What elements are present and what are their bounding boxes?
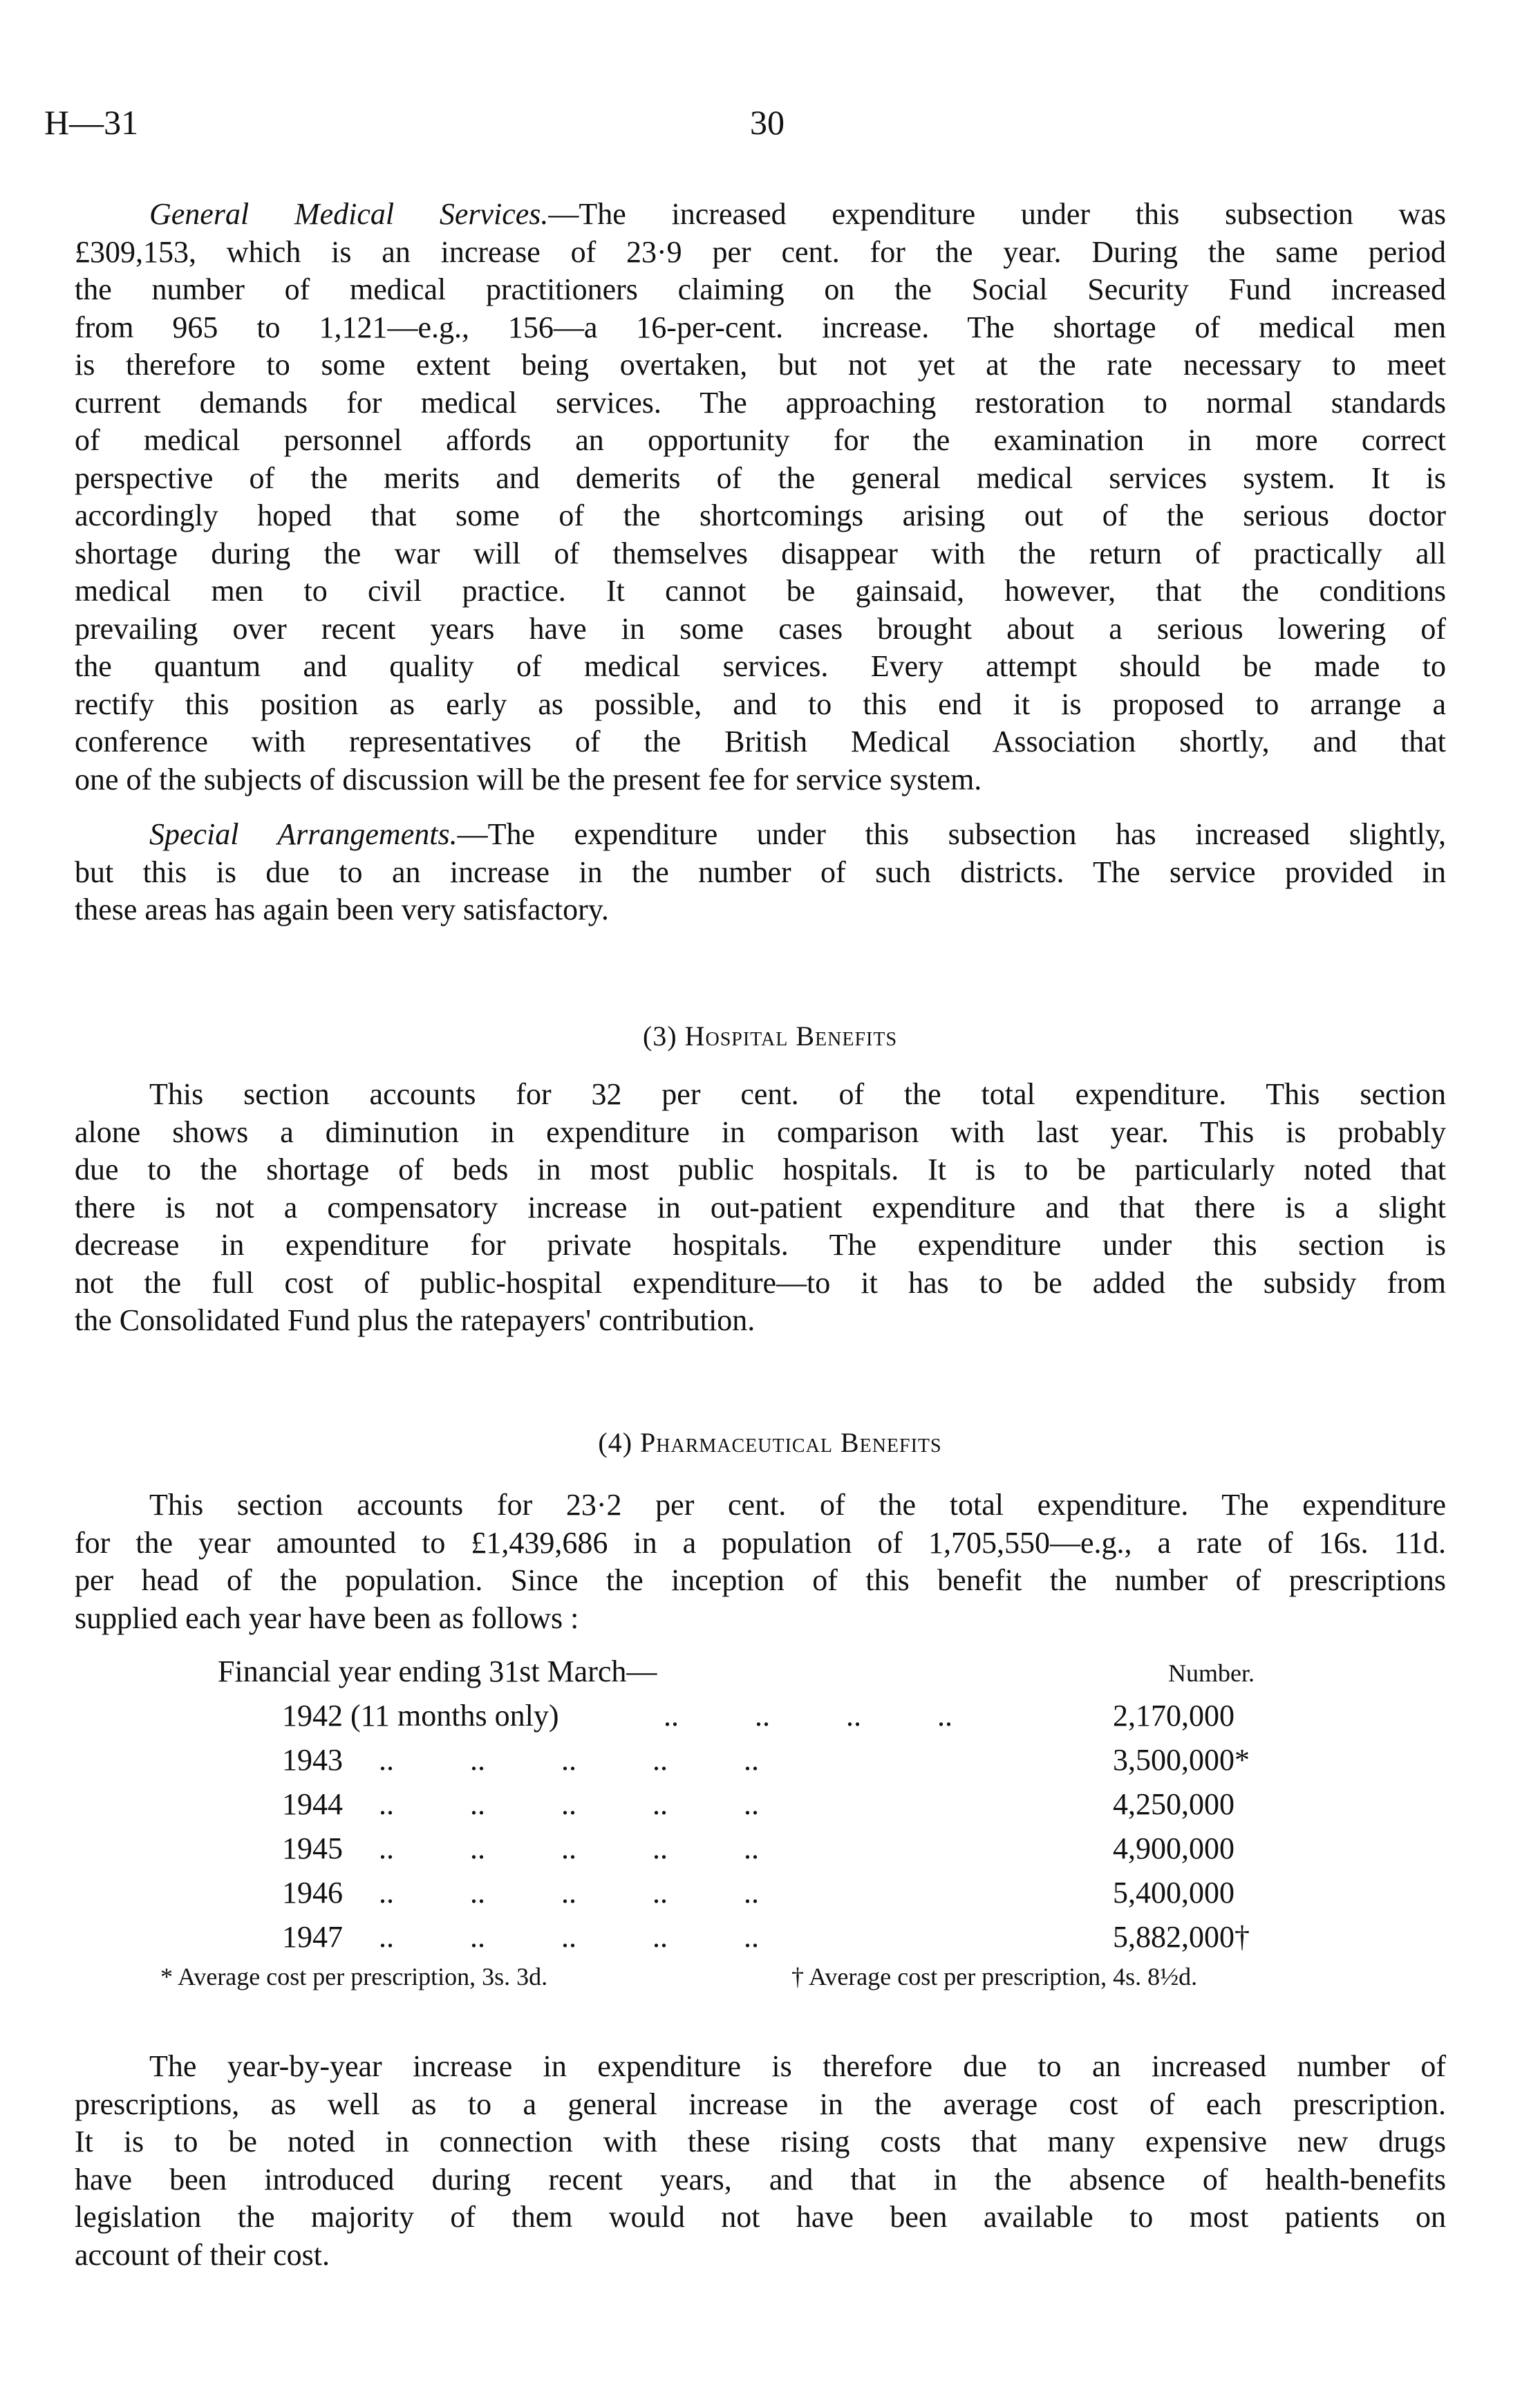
line-text: from 965 to 1,121—e.g., 156—a 16-per-cent. increase. The shortage of medical men bbox=[75, 310, 1446, 344]
line-text: This section accounts for 23·2 per cent. of the total expenditure. The expenditure bbox=[149, 1488, 1446, 1522]
table-row-year: 1947 bbox=[282, 1920, 343, 1954]
table-row-number: 4,250,000 bbox=[1113, 1787, 1234, 1821]
page-number: 30 bbox=[750, 103, 785, 142]
text-line bbox=[75, 686, 1446, 724]
text-line bbox=[75, 497, 1446, 535]
text-line bbox=[75, 2123, 1446, 2161]
pharmaceutical-benefits-heading: (4) Pharmaceutical Benefits bbox=[598, 1427, 942, 1458]
text-line bbox=[75, 2048, 1446, 2086]
line-text: for the year amounted to £1,439,686 in a population of 1,705,550—e.g., a rate of 16s. 11d. bbox=[75, 1525, 1446, 1560]
footnote-asterisk: * Average cost per prescription, 3s. 3d. bbox=[160, 1963, 548, 1990]
table-row-year: 1944 bbox=[282, 1787, 343, 1821]
text-line bbox=[75, 2086, 1446, 2124]
line-text: the number of medical practitioners claiming on the Social Security Fund increased bbox=[75, 272, 1446, 306]
line-text: is therefore to some extent being overtaken, but not yet at the rate necessary to meet bbox=[75, 348, 1446, 382]
general-medical-services-paragraph bbox=[75, 196, 1446, 799]
document-reference: H—31 bbox=[44, 103, 139, 142]
text-line bbox=[75, 891, 1446, 929]
table-row-year: 1942 (11 months only) bbox=[282, 1699, 559, 1733]
line-text: It is to be noted in connection with these rising costs that many expensive new drugs bbox=[75, 2125, 1446, 2158]
table-row-number: 3,500,000* bbox=[1113, 1743, 1250, 1777]
line-text: The year-by-year increase in expenditure is therefore due to an increased number of bbox=[149, 2049, 1446, 2083]
text-line bbox=[75, 2161, 1446, 2199]
line-text: current demands for medical services. The approaching restoration to normal standards bbox=[75, 385, 1446, 420]
text-line bbox=[75, 572, 1446, 610]
subsection-title: Special Arrangements. bbox=[149, 817, 458, 851]
leader-dots: .. .. .. .. .. bbox=[379, 1787, 759, 1821]
line-text: the quantum and quality of medical services. Every attempt should be made to bbox=[75, 649, 1446, 683]
text-line bbox=[75, 648, 1446, 686]
text-line bbox=[75, 309, 1446, 347]
text-line bbox=[75, 2237, 1446, 2275]
special-arrangements-paragraph bbox=[75, 816, 1446, 929]
line-text: prescriptions, as well as to a general increase in the average cost of each prescription. bbox=[75, 2087, 1446, 2121]
line-text: perspective of the merits and demerits of the general medical services system. It is bbox=[75, 460, 1446, 495]
text-line bbox=[75, 535, 1446, 573]
text-line bbox=[75, 1114, 1446, 1152]
footnote-dagger: † Average cost per prescription, 4s. 8½d. bbox=[791, 1963, 1198, 1990]
text-line bbox=[75, 1151, 1446, 1189]
line-text: prevailing over recent years have in some cases brought about a serious lowering of bbox=[75, 611, 1446, 646]
line-text: shortage during the war will of themselves disappear with the return of practically all bbox=[75, 536, 1446, 570]
table-row-number: 5,400,000 bbox=[1113, 1876, 1234, 1910]
line-text: have been introduced during recent years, and that in the absence of health-benefits bbox=[75, 2162, 1446, 2196]
table-row-number: 4,900,000 bbox=[1113, 1831, 1234, 1865]
text-line bbox=[75, 1076, 1446, 1114]
text-line bbox=[75, 2199, 1446, 2237]
line-text: decrease in expenditure for private hospitals. The expenditure under this section is bbox=[75, 1228, 1446, 1262]
leader-dots: .. .. .. .. .. bbox=[379, 1831, 759, 1865]
text-line bbox=[75, 1265, 1446, 1303]
text-line bbox=[75, 1189, 1446, 1227]
column-header-year: Financial year ending 31st March— bbox=[218, 1654, 657, 1688]
line-text: —The expenditure under this subsection has increased slightly, bbox=[457, 817, 1446, 851]
text-line bbox=[75, 460, 1446, 498]
table-row-year: 1945 bbox=[282, 1831, 343, 1865]
text-line bbox=[75, 854, 1446, 892]
line-text: but this is due to an increase in the number of such districts. The service provided in bbox=[75, 855, 1446, 889]
line-text: one of the subjects of discussion will be the present fee for service system. bbox=[75, 762, 982, 796]
table-row-number: 2,170,000 bbox=[1113, 1699, 1234, 1733]
subsection-title: General Medical Services. bbox=[149, 197, 549, 231]
text-line bbox=[75, 1486, 1446, 1524]
text-line bbox=[75, 384, 1446, 422]
line-text: these areas has again been very satisfactory. bbox=[75, 893, 609, 926]
hospital-benefits-paragraph bbox=[75, 1076, 1446, 1340]
line-text: medical men to civil practice. It cannot be gainsaid, however, that the conditions bbox=[75, 574, 1446, 608]
text-line bbox=[75, 1226, 1446, 1265]
text-line bbox=[75, 196, 1446, 234]
line-text: of medical personnel affords an opportunity for the examination in more correct bbox=[75, 423, 1446, 457]
text-line bbox=[75, 816, 1446, 854]
line-text: due to the shortage of beds in most public hospitals. It is to be particularly noted that bbox=[75, 1153, 1446, 1186]
line-text: legislation the majority of them would not have been available to most patients on bbox=[75, 2200, 1446, 2234]
text-line bbox=[75, 1524, 1446, 1563]
table-row-year: 1943 bbox=[282, 1743, 343, 1777]
line-text: conference with representatives of the British Medical Association shortly, and that bbox=[75, 725, 1446, 758]
leader-dots: .. .. .. .. bbox=[664, 1699, 952, 1733]
line-text: £309,153, which is an increase of 23·9 per cent. for the year. During the same period bbox=[75, 234, 1446, 269]
line-text: accordingly hoped that some of the shortcomings arising out of the serious doctor bbox=[75, 498, 1446, 532]
text-line bbox=[75, 1600, 1446, 1638]
line-text: rectify this position as early as possible, and to this end it is proposed to arrange a bbox=[75, 687, 1446, 721]
text-line bbox=[75, 610, 1446, 649]
line-text: the Consolidated Fund plus the ratepayers' contribution. bbox=[75, 1303, 755, 1337]
text-line bbox=[75, 1302, 1446, 1340]
table-row-year: 1946 bbox=[282, 1876, 343, 1910]
line-text: alone shows a diminution in expenditure in comparison with last year. This is probably bbox=[75, 1114, 1446, 1149]
text-line bbox=[75, 346, 1446, 384]
line-text: there is not a compensatory increase in out-patient expenditure and that there is a slight bbox=[75, 1190, 1446, 1224]
closing-paragraph bbox=[75, 2048, 1446, 2274]
text-line bbox=[75, 422, 1446, 460]
text-line bbox=[75, 271, 1446, 309]
pharmaceutical-benefits-paragraph bbox=[75, 1486, 1446, 1637]
line-text: per head of the population. Since the inception of this benefit the number of prescriptions bbox=[75, 1563, 1446, 1597]
table-row-number: 5,882,000† bbox=[1113, 1920, 1250, 1954]
line-text: —The increased expenditure under this subsection was bbox=[548, 197, 1446, 231]
line-text: not the full cost of public-hospital expenditure—to it has to be added the subsidy from bbox=[75, 1265, 1446, 1300]
line-text: account of their cost. bbox=[75, 2237, 330, 2272]
leader-dots: .. .. .. .. .. bbox=[379, 1920, 759, 1954]
text-line bbox=[75, 1562, 1446, 1600]
text-line bbox=[75, 723, 1446, 761]
line-text: This section accounts for 32 per cent. of the total expenditure. This section bbox=[149, 1077, 1446, 1111]
text-line bbox=[75, 234, 1446, 272]
line-text: supplied each year have been as follows : bbox=[75, 1601, 579, 1635]
leader-dots: .. .. .. .. .. bbox=[379, 1876, 759, 1910]
column-header-number: Number. bbox=[1168, 1659, 1255, 1687]
text-line bbox=[75, 761, 1446, 799]
hospital-benefits-heading: (3) Hospital Benefits bbox=[642, 1020, 898, 1052]
leader-dots: .. .. .. .. .. bbox=[379, 1743, 759, 1777]
